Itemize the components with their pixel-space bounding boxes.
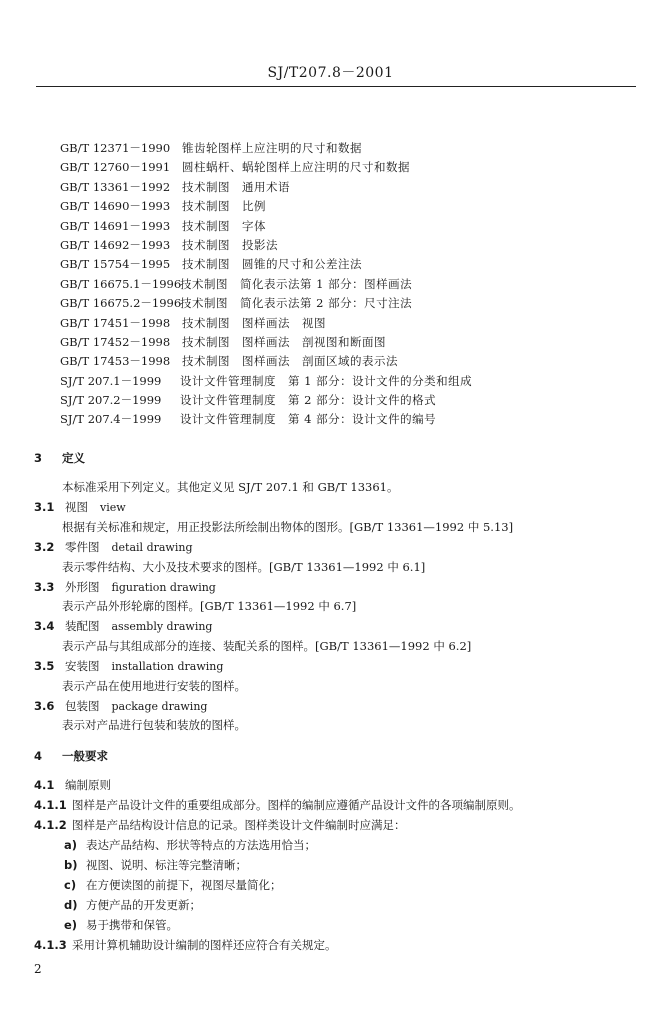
reference-item <box>60 255 472 274</box>
clause-4-1-1 <box>34 797 521 813</box>
clause-number: 4.1.1 <box>34 798 67 812</box>
term-3-4-definition: 表示产品与其组成部分的连接、装配关系的图样。[GB/T 13361—1992 中 6.2] <box>62 639 472 653</box>
list-label: b) <box>64 858 78 872</box>
term-3-5-definition: 表示产品在使用地进行安装的图样。 <box>62 679 246 693</box>
term-3-6-definition: 表示对产品进行包装和装放的图样。 <box>62 718 246 732</box>
reference-item <box>60 197 472 216</box>
term-3-5-heading <box>34 658 223 675</box>
term-number: 3.5 <box>34 659 55 673</box>
section-3-heading <box>34 450 85 466</box>
normative-references-list <box>60 139 472 430</box>
reference-title: 技术制图 圆锥的尺寸和公差注法 <box>182 257 362 272</box>
reference-code: SJ/T 207.2－1999 <box>60 393 162 408</box>
reference-item <box>60 294 472 313</box>
term-3-2-heading <box>34 539 192 556</box>
term-zh: 视图 <box>65 500 88 514</box>
reference-item <box>60 314 472 333</box>
term-3-3-heading <box>34 579 216 596</box>
reference-code: GB/T 12371－1990 <box>60 141 171 155</box>
clause-text: 采用计算机辅助设计编制的图样还应符合有关规定。 <box>72 938 337 952</box>
clause-text: 图样是产品设计文件的重要组成部分。图样的编制应遵循产品设计文件的各项编制原则。 <box>72 798 521 812</box>
term-number: 3.2 <box>34 540 55 554</box>
term-en: figuration drawing <box>111 581 216 594</box>
clause-number: 4.1.3 <box>34 938 67 952</box>
term-3-4-heading <box>34 618 212 635</box>
reference-title: 设计文件管理制度 第 1 部分：设计文件的分类和组成 <box>180 373 473 388</box>
reference-title: 设计文件管理制度 第 2 部分：设计文件的格式 <box>180 393 437 408</box>
term-en: view <box>100 501 126 514</box>
header-rule <box>36 86 636 87</box>
reference-code: GB/T 12760－1991 <box>60 160 171 175</box>
term-en: installation drawing <box>111 660 224 673</box>
reference-code: GB/T 14692－1993 <box>60 237 171 252</box>
reference-title: 技术制图 图样画法 视图 <box>182 315 326 330</box>
reference-title: 技术制图 投影法 <box>182 237 278 252</box>
list-text: 在方便读图的前提下，视图尽量简化； <box>86 878 282 892</box>
reference-code: GB/T 15754－1995 <box>60 257 171 272</box>
reference-title: 技术制图 通用术语 <box>182 179 290 194</box>
clause-4-1-2 <box>34 817 406 833</box>
reference-item <box>60 372 472 391</box>
term-number: 3.4 <box>34 619 55 633</box>
list-label: e) <box>64 918 78 932</box>
reference-code: SJ/T 207.1－1999 <box>60 373 162 388</box>
term-zh: 外形图 <box>65 580 100 594</box>
list-item <box>64 897 201 913</box>
section-4-heading <box>34 748 108 764</box>
reference-code: GB/T 17453－1998 <box>60 354 171 369</box>
running-header: SJ/T207.8－2001 <box>267 65 394 81</box>
term-zh: 零件图 <box>65 540 100 554</box>
list-label: a) <box>64 838 78 852</box>
list-item <box>64 857 247 873</box>
clause-number: 4.1.2 <box>34 818 67 832</box>
section-number: 4 <box>34 749 43 763</box>
term-number: 3.3 <box>34 580 55 594</box>
reference-code: GB/T 17452－1998 <box>60 334 171 349</box>
term-3-3-definition: 表示产品外形轮廓的图样。[GB/T 13361—1992 中 6.7] <box>62 599 357 613</box>
subsection-title: 编制原则 <box>65 778 111 792</box>
list-item <box>64 877 282 893</box>
term-3-1-heading <box>34 499 126 516</box>
reference-item <box>60 275 472 294</box>
term-en: assembly drawing <box>111 620 213 633</box>
list-item <box>64 837 316 853</box>
term-en: package drawing <box>111 700 208 713</box>
reference-item <box>60 391 472 410</box>
reference-item <box>60 236 472 255</box>
list-text: 视图、说明、标注等完整清晰； <box>86 858 247 872</box>
term-3-2-definition: 表示零件结构、大小及技术要求的图样。[GB/T 13361—1992 中 6.1] <box>62 560 426 574</box>
list-label: c) <box>64 878 77 892</box>
reference-item <box>60 139 472 158</box>
reference-code: GB/T 16675.2－1996 <box>60 296 182 311</box>
reference-code: SJ/T 207.4－1999 <box>60 412 162 427</box>
term-zh: 包装图 <box>65 699 100 713</box>
list-text: 表达产品结构、形状等特点的方法选用恰当； <box>86 838 316 852</box>
clause-text: 图样是产品结构设计信息的记录。图样类设计文件编制时应满足： <box>72 818 406 832</box>
reference-title: 技术制图 图样画法 剖视图和断面图 <box>182 334 386 349</box>
reference-code: GB/T 13361－1992 <box>60 179 171 194</box>
list-label: d) <box>64 898 78 912</box>
term-3-6-heading <box>34 698 207 715</box>
clause-4-1-3 <box>34 937 337 953</box>
term-en: detail drawing <box>111 541 193 554</box>
reference-item <box>60 178 472 197</box>
list-item <box>64 917 178 933</box>
term-zh: 装配图 <box>65 619 100 633</box>
reference-title: 技术制图 简化表示法第 1 部分：图样画法 <box>180 276 413 291</box>
reference-item <box>60 410 472 429</box>
term-zh: 安装图 <box>65 659 100 673</box>
section-title: 一般要求 <box>62 749 108 763</box>
reference-title: 技术制图 简化表示法第 2 部分：尺寸注法 <box>180 296 413 311</box>
reference-title: 技术制图 图样画法 剖面区域的表示法 <box>182 354 398 369</box>
reference-title: 圆柱蜗杆、蜗轮图样上应注明的尺寸和数据 <box>182 160 410 175</box>
reference-title: 技术制图 字体 <box>182 218 266 233</box>
reference-title: 技术制图 比例 <box>182 199 266 214</box>
reference-title: 锥齿轮图样上应注明的尺寸和数据 <box>182 141 362 155</box>
reference-item <box>60 352 472 371</box>
reference-item <box>60 158 472 177</box>
term-number: 3.1 <box>34 500 55 514</box>
reference-code: GB/T 16675.1－1996 <box>60 276 182 291</box>
reference-code: GB/T 17451－1998 <box>60 315 171 330</box>
reference-item <box>60 333 472 352</box>
section-number: 3 <box>34 451 43 465</box>
reference-title: 设计文件管理制度 第 4 部分：设计文件的编号 <box>180 412 437 427</box>
reference-code: GB/T 14691－1993 <box>60 218 171 233</box>
reference-item <box>60 217 472 236</box>
reference-code: GB/T 14690－1993 <box>60 199 171 214</box>
list-text: 易于携带和保管。 <box>86 918 178 932</box>
list-text: 方便产品的开发更新； <box>86 898 201 912</box>
term-3-1-definition: 根据有关标准和规定，用正投影法所绘制出物体的图形。[GB/T 13361—1992 中 5.13] <box>62 520 514 534</box>
section-title: 定义 <box>62 451 85 465</box>
section-3-intro: 本标准采用下列定义。其他定义见 SJ/T 207.1 和 GB/T 13361。 <box>62 480 399 494</box>
page-number: 2 <box>34 962 42 976</box>
subsection-number: 4.1 <box>34 778 55 792</box>
subsection-4-1-heading <box>34 777 111 793</box>
term-number: 3.6 <box>34 699 55 713</box>
